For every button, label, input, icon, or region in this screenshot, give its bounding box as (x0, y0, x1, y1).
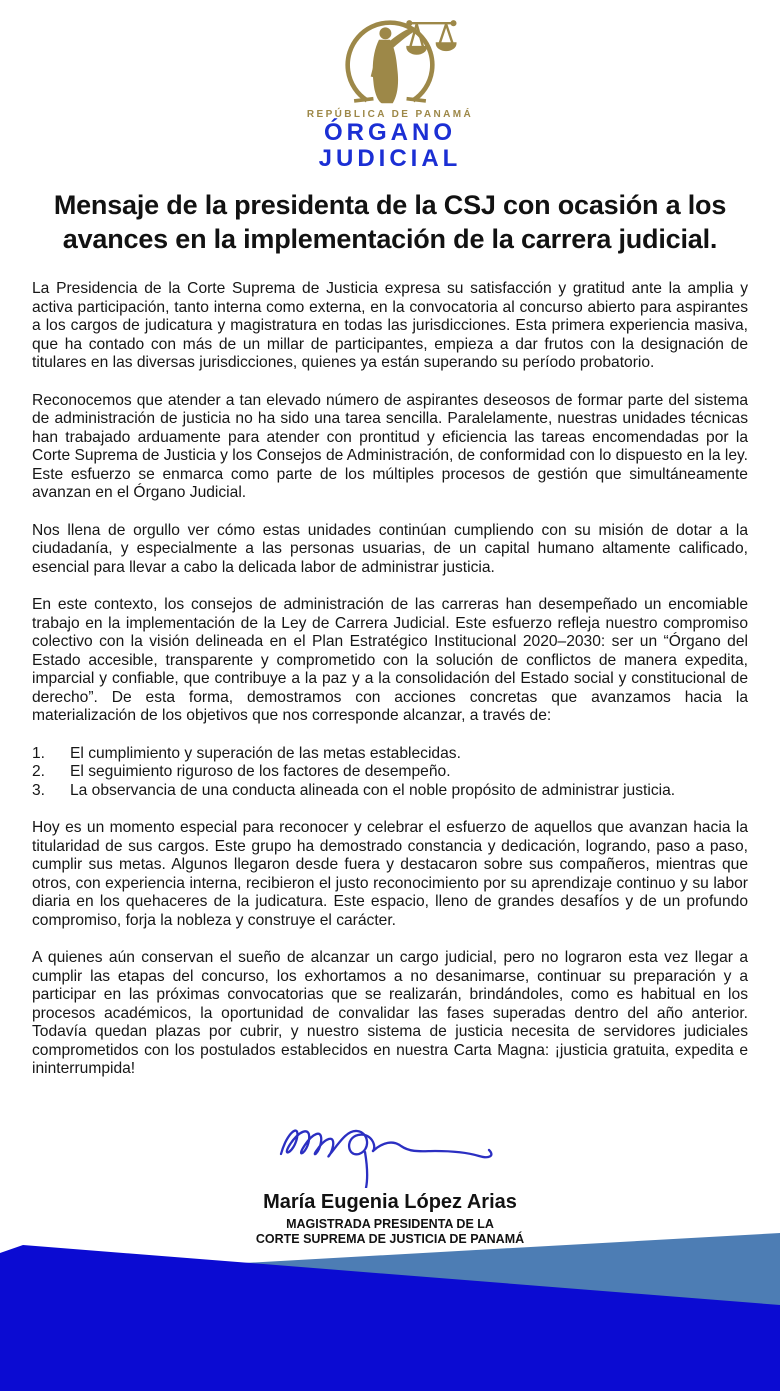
signatory-name: María Eugenia López Arias (263, 1190, 517, 1213)
signature-block (0, 1098, 780, 1247)
list-item (32, 745, 748, 764)
signature-ink-icon (265, 1098, 515, 1188)
paragraph-4: En este contexto, los consejos de administración de las carreras han desempeñado un encomiable trabajo en la implementación de la Ley de Carrera Judicial. Este esfuerzo refleja nuestro compromiso colectivo con la visión delineada en el Plan Estratégico Institucional 2020–2030: ser un “Órgano del Estado accesible, transparente y comprometido con la solución de conflictos de manera expedita, imparcial y confiable, que contribuye a la paz y a la consolidación del Estado social y constitucional de derecho”. De esta forma, demostramos con acciones concretas que avanzamos hacia la materialización de los objetivos que nos corresponde alcanzar, a través de: (32, 596, 748, 724)
list-item-number: 2. (32, 763, 46, 780)
list-item-text: El cumplimiento y superación de las metas establecidas. (70, 744, 461, 762)
list-item-text: El seguimiento riguroso de los factores de desempeño. (70, 763, 451, 780)
paragraph-3: Nos llena de orgullo ver cómo estas unidades continúan cumpliendo con su misión de dotar a la ciudadanía, y especialmente a las personas usuarias, de un capital humano altamente calificado, esencial para llevar a cabo la delicada labor de administrar justicia. (32, 521, 748, 576)
footer-ribbon (0, 1226, 780, 1391)
paragraph-6: A quienes aún conservan el sueño de alcanzar un cargo judicial, pero no lograron esta vez llegar a cumplir las etapas del concurso, los exhortamos a no desanimarse, continuar su preparación y a participar en las próximas convocatorias que se realizarán, brindándoles, como es habitual en los procesos académicos, la oportunidad de convalidar las fases superadas dentro del año anterior. Todavía quedan plazas por cubrir, y nuestro sistema de justicia necesita de servidores judiciales comprometidos con los postulados establecidos en nuestra Carta Magna: ¡justicia gratuita, expedita e ininterrumpida! (32, 949, 748, 1077)
organo-judicial-logo (0, 0, 780, 172)
list-item-number: 1. (32, 744, 46, 762)
page-title: Mensaje de la presidenta de la CSJ con ocasión a los avances en la implementación de la carrera judicial. (53, 190, 727, 254)
justice-scales-logo-icon (321, 12, 459, 108)
signatory-title (0, 1217, 780, 1247)
list-item-text: La observancia de una conducta alineada con el noble propósito de administrar justicia. (70, 781, 676, 799)
logo-org-line2: JUDICIAL (318, 145, 462, 172)
list-item (32, 782, 748, 801)
lady-justice-figure (371, 27, 413, 103)
paragraph-2: Reconocemos que atender a tan elevado número de aspirantes deseosos de formar parte del sistema de administración de justicia no ha sido una tarea sencilla. Paralelamente, nuestras unidades técnicas han trabajado arduamente para atender con prontitud y eficiencia las tareas encomendadas por la Corte Suprema de Justicia y los Consejos de Administración, de conformidad con lo dispuesto en la ley. Este esfuerzo se enmarca como parte de los múltiples procesos de gestión que simultáneamente avanzan en el Órgano Judicial. (32, 391, 748, 501)
letter-body (32, 280, 748, 1079)
list-item-number: 3. (32, 781, 46, 799)
list-item (32, 763, 748, 782)
signatory-title-line1: MAGISTRADA PRESIDENTA DE LA (286, 1216, 494, 1231)
numbered-list (32, 745, 748, 801)
logo-org-line1: ÓRGANO (324, 119, 456, 146)
logo-republic-label: REPÚBLICA DE PANAMÁ (306, 109, 474, 120)
paragraph-1: La Presidencia de la Corte Suprema de Justicia expresa su satisfacción y gratitud ante la amplia y activa participación, tanto interna como externa, en la convocatoria al concurso abierto para aspirantes a los cargos de judicatura y magistratura en todas las jurisdicciones. Esta primera experiencia masiva, que ha contado con más de un millar de participantes, empieza a dar frutos con la designación de titulares en las diversas jurisdicciones, quienes ya están superando su período probatorio. (32, 280, 748, 371)
paragraph-5: Hoy es un momento especial para reconocer y celebrar el esfuerzo de aquellos que avanzan hacia la titularidad de sus cargos. Este grupo ha demostrado constancia y dedicación, logrando, paso a paso, cumplir sus metas. Algunos llegaron desde fuera y destacaron sobre sus compañeros, mientras que otros, con experiencia interna, recibieron el justo reconocimiento por su aprendizaje continuo y su labor diaria en los quehaceres de la judicatura. Este espacio, lleno de grandes desafíos y de un profundo compromiso, forja la nobleza y construye el carácter. (32, 819, 748, 929)
signatory-title-line2: CORTE SUPREMA DE JUSTICIA DE PANAMÁ (255, 1231, 525, 1246)
